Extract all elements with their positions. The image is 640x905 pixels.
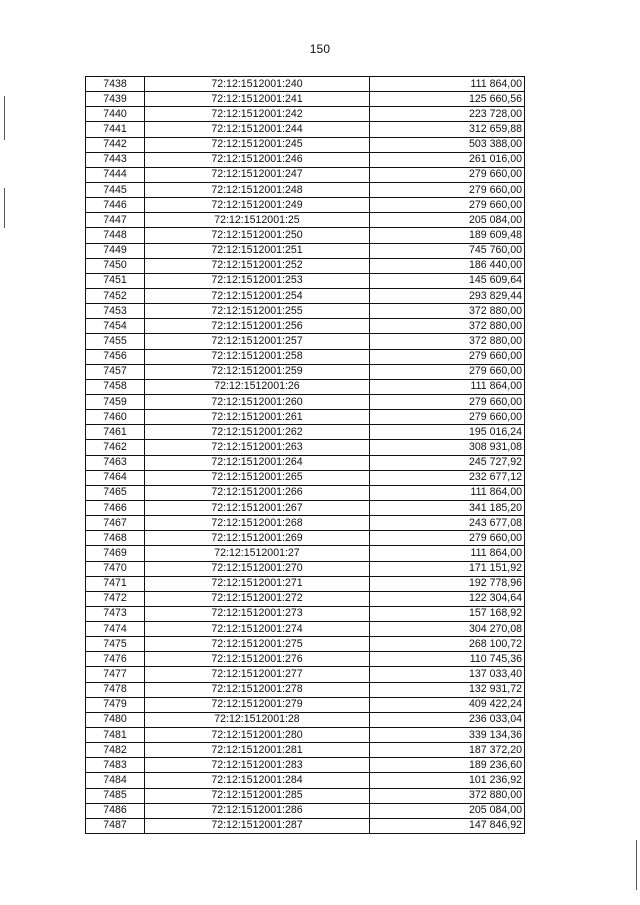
cadastral-number-cell: 72:12:1512001:267 [145, 500, 370, 515]
table-row [86, 773, 525, 788]
cadastral-value-cell: 279 660,00 [370, 364, 525, 379]
cadastral-value-cell: 145 609,64 [370, 273, 525, 288]
row-number-cell: 7468 [86, 531, 145, 546]
table-row [86, 652, 525, 667]
table-row [86, 273, 525, 288]
row-number-cell: 7448 [86, 228, 145, 243]
table-row [86, 758, 525, 773]
cadastral-number-cell: 72:12:1512001:245 [145, 137, 370, 152]
cadastral-number-cell: 72:12:1512001:247 [145, 167, 370, 182]
table-row [86, 152, 525, 167]
table-row [86, 743, 525, 758]
table-row [86, 77, 525, 92]
cadastral-value-cell: 171 151,92 [370, 561, 525, 576]
table-row [86, 425, 525, 440]
table-row [86, 712, 525, 727]
table-row [86, 576, 525, 591]
row-number-cell: 7481 [86, 728, 145, 743]
cadastral-number-cell: 72:12:1512001:257 [145, 334, 370, 349]
table-row [86, 213, 525, 228]
cadastral-value-cell: 279 660,00 [370, 198, 525, 213]
scan-margin-mark [4, 188, 5, 228]
cadastral-number-cell: 72:12:1512001:250 [145, 228, 370, 243]
cadastral-value-cell: 137 033,40 [370, 667, 525, 682]
cadastral-value-cell: 205 084,00 [370, 213, 525, 228]
cadastral-value-cell: 279 660,00 [370, 410, 525, 425]
row-number-cell: 7438 [86, 77, 145, 92]
table-row [86, 803, 525, 818]
row-number-cell: 7459 [86, 394, 145, 409]
row-number-cell: 7447 [86, 213, 145, 228]
cadastral-value-cell: 243 677,08 [370, 516, 525, 531]
table-row [86, 107, 525, 122]
table-row [86, 591, 525, 606]
table-body [86, 77, 525, 834]
cadastral-number-cell: 72:12:1512001:277 [145, 667, 370, 682]
cadastral-number-cell: 72:12:1512001:265 [145, 470, 370, 485]
table-row [86, 788, 525, 803]
cadastral-number-cell: 72:12:1512001:251 [145, 243, 370, 258]
row-number-cell: 7464 [86, 470, 145, 485]
row-number-cell: 7458 [86, 379, 145, 394]
row-number-cell: 7445 [86, 182, 145, 197]
row-number-cell: 7453 [86, 304, 145, 319]
cadastral-number-cell: 72:12:1512001:254 [145, 288, 370, 303]
cadastral-value-cell: 223 728,00 [370, 107, 525, 122]
row-number-cell: 7475 [86, 637, 145, 652]
cadastral-value-cell: 372 880,00 [370, 319, 525, 334]
cadastral-value-cell: 111 864,00 [370, 379, 525, 394]
cadastral-value-cell: 372 880,00 [370, 334, 525, 349]
cadastral-number-cell: 72:12:1512001:281 [145, 743, 370, 758]
cadastral-number-cell: 72:12:1512001:260 [145, 394, 370, 409]
page-number: 150 [309, 42, 331, 56]
row-number-cell: 7462 [86, 440, 145, 455]
row-number-cell: 7442 [86, 137, 145, 152]
cadastral-value-cell: 308 931,08 [370, 440, 525, 455]
row-number-cell: 7476 [86, 652, 145, 667]
cadastral-value-cell: 304 270,08 [370, 622, 525, 637]
row-number-cell: 7486 [86, 803, 145, 818]
row-number-cell: 7470 [86, 561, 145, 576]
cadastral-number-cell: 72:12:1512001:26 [145, 379, 370, 394]
table-row [86, 410, 525, 425]
cadastral-value-cell: 125 660,56 [370, 92, 525, 107]
cadastral-number-cell: 72:12:1512001:248 [145, 182, 370, 197]
row-number-cell: 7484 [86, 773, 145, 788]
cadastral-number-cell: 72:12:1512001:276 [145, 652, 370, 667]
cadastral-value-cell: 245 727,92 [370, 455, 525, 470]
cadastral-value-cell: 293 829,44 [370, 288, 525, 303]
cadastral-value-cell: 279 660,00 [370, 531, 525, 546]
table-row [86, 228, 525, 243]
cadastral-value-cell: 205 084,00 [370, 803, 525, 818]
row-number-cell: 7461 [86, 425, 145, 440]
cadastral-number-cell: 72:12:1512001:259 [145, 364, 370, 379]
row-number-cell: 7482 [86, 743, 145, 758]
table-row [86, 364, 525, 379]
cadastral-number-cell: 72:12:1512001:261 [145, 410, 370, 425]
table-row [86, 818, 525, 833]
cadastral-number-cell: 72:12:1512001:274 [145, 622, 370, 637]
cadastral-number-cell: 72:12:1512001:249 [145, 198, 370, 213]
cadastral-value-cell: 232 677,12 [370, 470, 525, 485]
cadastral-value-cell: 192 778,96 [370, 576, 525, 591]
cadastral-number-cell: 72:12:1512001:27 [145, 546, 370, 561]
table-row [86, 531, 525, 546]
table-row [86, 622, 525, 637]
cadastral-value-cell: 279 660,00 [370, 182, 525, 197]
cadastral-value-cell: 261 016,00 [370, 152, 525, 167]
cadastral-value-cell: 341 185,20 [370, 500, 525, 515]
row-number-cell: 7460 [86, 410, 145, 425]
row-number-cell: 7449 [86, 243, 145, 258]
table-row [86, 516, 525, 531]
cadastral-number-cell: 72:12:1512001:275 [145, 637, 370, 652]
cadastral-number-cell: 72:12:1512001:25 [145, 213, 370, 228]
cadastral-value-cell: 111 864,00 [370, 485, 525, 500]
table-row [86, 455, 525, 470]
cadastral-number-cell: 72:12:1512001:283 [145, 758, 370, 773]
row-number-cell: 7473 [86, 606, 145, 621]
row-number-cell: 7439 [86, 92, 145, 107]
cadastral-value-cell: 279 660,00 [370, 167, 525, 182]
cadastral-value-cell: 339 134,36 [370, 728, 525, 743]
row-number-cell: 7446 [86, 198, 145, 213]
table-row [86, 334, 525, 349]
table-row [86, 440, 525, 455]
cadastral-value-cell: 236 033,04 [370, 712, 525, 727]
table-row [86, 379, 525, 394]
cadastral-value-cell: 132 931,72 [370, 682, 525, 697]
cadastral-number-cell: 72:12:1512001:244 [145, 122, 370, 137]
cadastral-number-cell: 72:12:1512001:270 [145, 561, 370, 576]
row-number-cell: 7485 [86, 788, 145, 803]
cadastral-value-cell: 110 745,36 [370, 652, 525, 667]
table-row [86, 637, 525, 652]
cadastral-number-cell: 72:12:1512001:285 [145, 788, 370, 803]
table-row [86, 667, 525, 682]
cadastral-value-cell: 279 660,00 [370, 394, 525, 409]
cadastral-number-cell: 72:12:1512001:272 [145, 591, 370, 606]
cadastral-value-cell: 111 864,00 [370, 546, 525, 561]
cadastral-value-cell: 268 100,72 [370, 637, 525, 652]
cadastral-value-cell: 409 422,24 [370, 697, 525, 712]
row-number-cell: 7455 [86, 334, 145, 349]
cadastral-number-cell: 72:12:1512001:278 [145, 682, 370, 697]
cadastral-number-cell: 72:12:1512001:28 [145, 712, 370, 727]
row-number-cell: 7480 [86, 712, 145, 727]
table-row [86, 485, 525, 500]
row-number-cell: 7440 [86, 107, 145, 122]
table-row [86, 606, 525, 621]
row-number-cell: 7456 [86, 349, 145, 364]
cadastral-value-cell: 279 660,00 [370, 349, 525, 364]
cadastral-number-cell: 72:12:1512001:258 [145, 349, 370, 364]
cadastral-number-cell: 72:12:1512001:246 [145, 152, 370, 167]
table-row [86, 500, 525, 515]
row-number-cell: 7443 [86, 152, 145, 167]
row-number-cell: 7478 [86, 682, 145, 697]
row-number-cell: 7479 [86, 697, 145, 712]
row-number-cell: 7466 [86, 500, 145, 515]
cadastral-number-cell: 72:12:1512001:280 [145, 728, 370, 743]
row-number-cell: 7450 [86, 258, 145, 273]
row-number-cell: 7472 [86, 591, 145, 606]
row-number-cell: 7483 [86, 758, 145, 773]
scan-margin-mark [636, 840, 637, 890]
table-row [86, 319, 525, 334]
cadastral-number-cell: 72:12:1512001:241 [145, 92, 370, 107]
cadastral-number-cell: 72:12:1512001:264 [145, 455, 370, 470]
table-row [86, 697, 525, 712]
cadastral-value-cell: 189 236,60 [370, 758, 525, 773]
cadastral-number-cell: 72:12:1512001:273 [145, 606, 370, 621]
table-row [86, 728, 525, 743]
row-number-cell: 7477 [86, 667, 145, 682]
table-row [86, 470, 525, 485]
row-number-cell: 7487 [86, 818, 145, 833]
row-number-cell: 7452 [86, 288, 145, 303]
cadastral-number-cell: 72:12:1512001:266 [145, 485, 370, 500]
table-row [86, 198, 525, 213]
cadastral-number-cell: 72:12:1512001:284 [145, 773, 370, 788]
cadastral-value-cell: 745 760,00 [370, 243, 525, 258]
cadastral-number-cell: 72:12:1512001:253 [145, 273, 370, 288]
cadastral-value-cell: 503 388,00 [370, 137, 525, 152]
cadastral-number-cell: 72:12:1512001:263 [145, 440, 370, 455]
cadastral-value-cell: 111 864,00 [370, 77, 525, 92]
cadastral-value-cell: 187 372,20 [370, 743, 525, 758]
table-row [86, 137, 525, 152]
cadastral-number-cell: 72:12:1512001:271 [145, 576, 370, 591]
table-row [86, 561, 525, 576]
cadastral-value-cell: 157 168,92 [370, 606, 525, 621]
table-row [86, 394, 525, 409]
cadastral-number-cell: 72:12:1512001:255 [145, 304, 370, 319]
table-row [86, 546, 525, 561]
cadastral-number-cell: 72:12:1512001:287 [145, 818, 370, 833]
cadastral-number-cell: 72:12:1512001:240 [145, 77, 370, 92]
cadastral-number-cell: 72:12:1512001:268 [145, 516, 370, 531]
table-row [86, 92, 525, 107]
cadastral-value-cell: 101 236,92 [370, 773, 525, 788]
row-number-cell: 7454 [86, 319, 145, 334]
cadastral-value-cell: 312 659,88 [370, 122, 525, 137]
cadastral-number-cell: 72:12:1512001:279 [145, 697, 370, 712]
cadastral-number-cell: 72:12:1512001:252 [145, 258, 370, 273]
cadastral-number-cell: 72:12:1512001:256 [145, 319, 370, 334]
table-row [86, 288, 525, 303]
row-number-cell: 7465 [86, 485, 145, 500]
table-row [86, 167, 525, 182]
row-number-cell: 7444 [86, 167, 145, 182]
table-row [86, 349, 525, 364]
cadastral-number-cell: 72:12:1512001:269 [145, 531, 370, 546]
row-number-cell: 7469 [86, 546, 145, 561]
row-number-cell: 7451 [86, 273, 145, 288]
row-number-cell: 7471 [86, 576, 145, 591]
table-row [86, 243, 525, 258]
row-number-cell: 7474 [86, 622, 145, 637]
table-row [86, 182, 525, 197]
table-row [86, 682, 525, 697]
table-row [86, 122, 525, 137]
cadastral-number-cell: 72:12:1512001:286 [145, 803, 370, 818]
row-number-cell: 7457 [86, 364, 145, 379]
cadastral-value-cell: 186 440,00 [370, 258, 525, 273]
cadastral-number-cell: 72:12:1512001:262 [145, 425, 370, 440]
table-row [86, 304, 525, 319]
cadastral-value-cell: 189 609,48 [370, 228, 525, 243]
table-row [86, 258, 525, 273]
row-number-cell: 7463 [86, 455, 145, 470]
cadastral-value-table [85, 76, 525, 834]
cadastral-value-cell: 372 880,00 [370, 788, 525, 803]
cadastral-value-cell: 147 846,92 [370, 818, 525, 833]
cadastral-value-cell: 372 880,00 [370, 304, 525, 319]
scan-margin-mark [4, 96, 5, 140]
cadastral-number-cell: 72:12:1512001:242 [145, 107, 370, 122]
cadastral-value-cell: 195 016,24 [370, 425, 525, 440]
row-number-cell: 7467 [86, 516, 145, 531]
cadastral-value-cell: 122 304,64 [370, 591, 525, 606]
row-number-cell: 7441 [86, 122, 145, 137]
